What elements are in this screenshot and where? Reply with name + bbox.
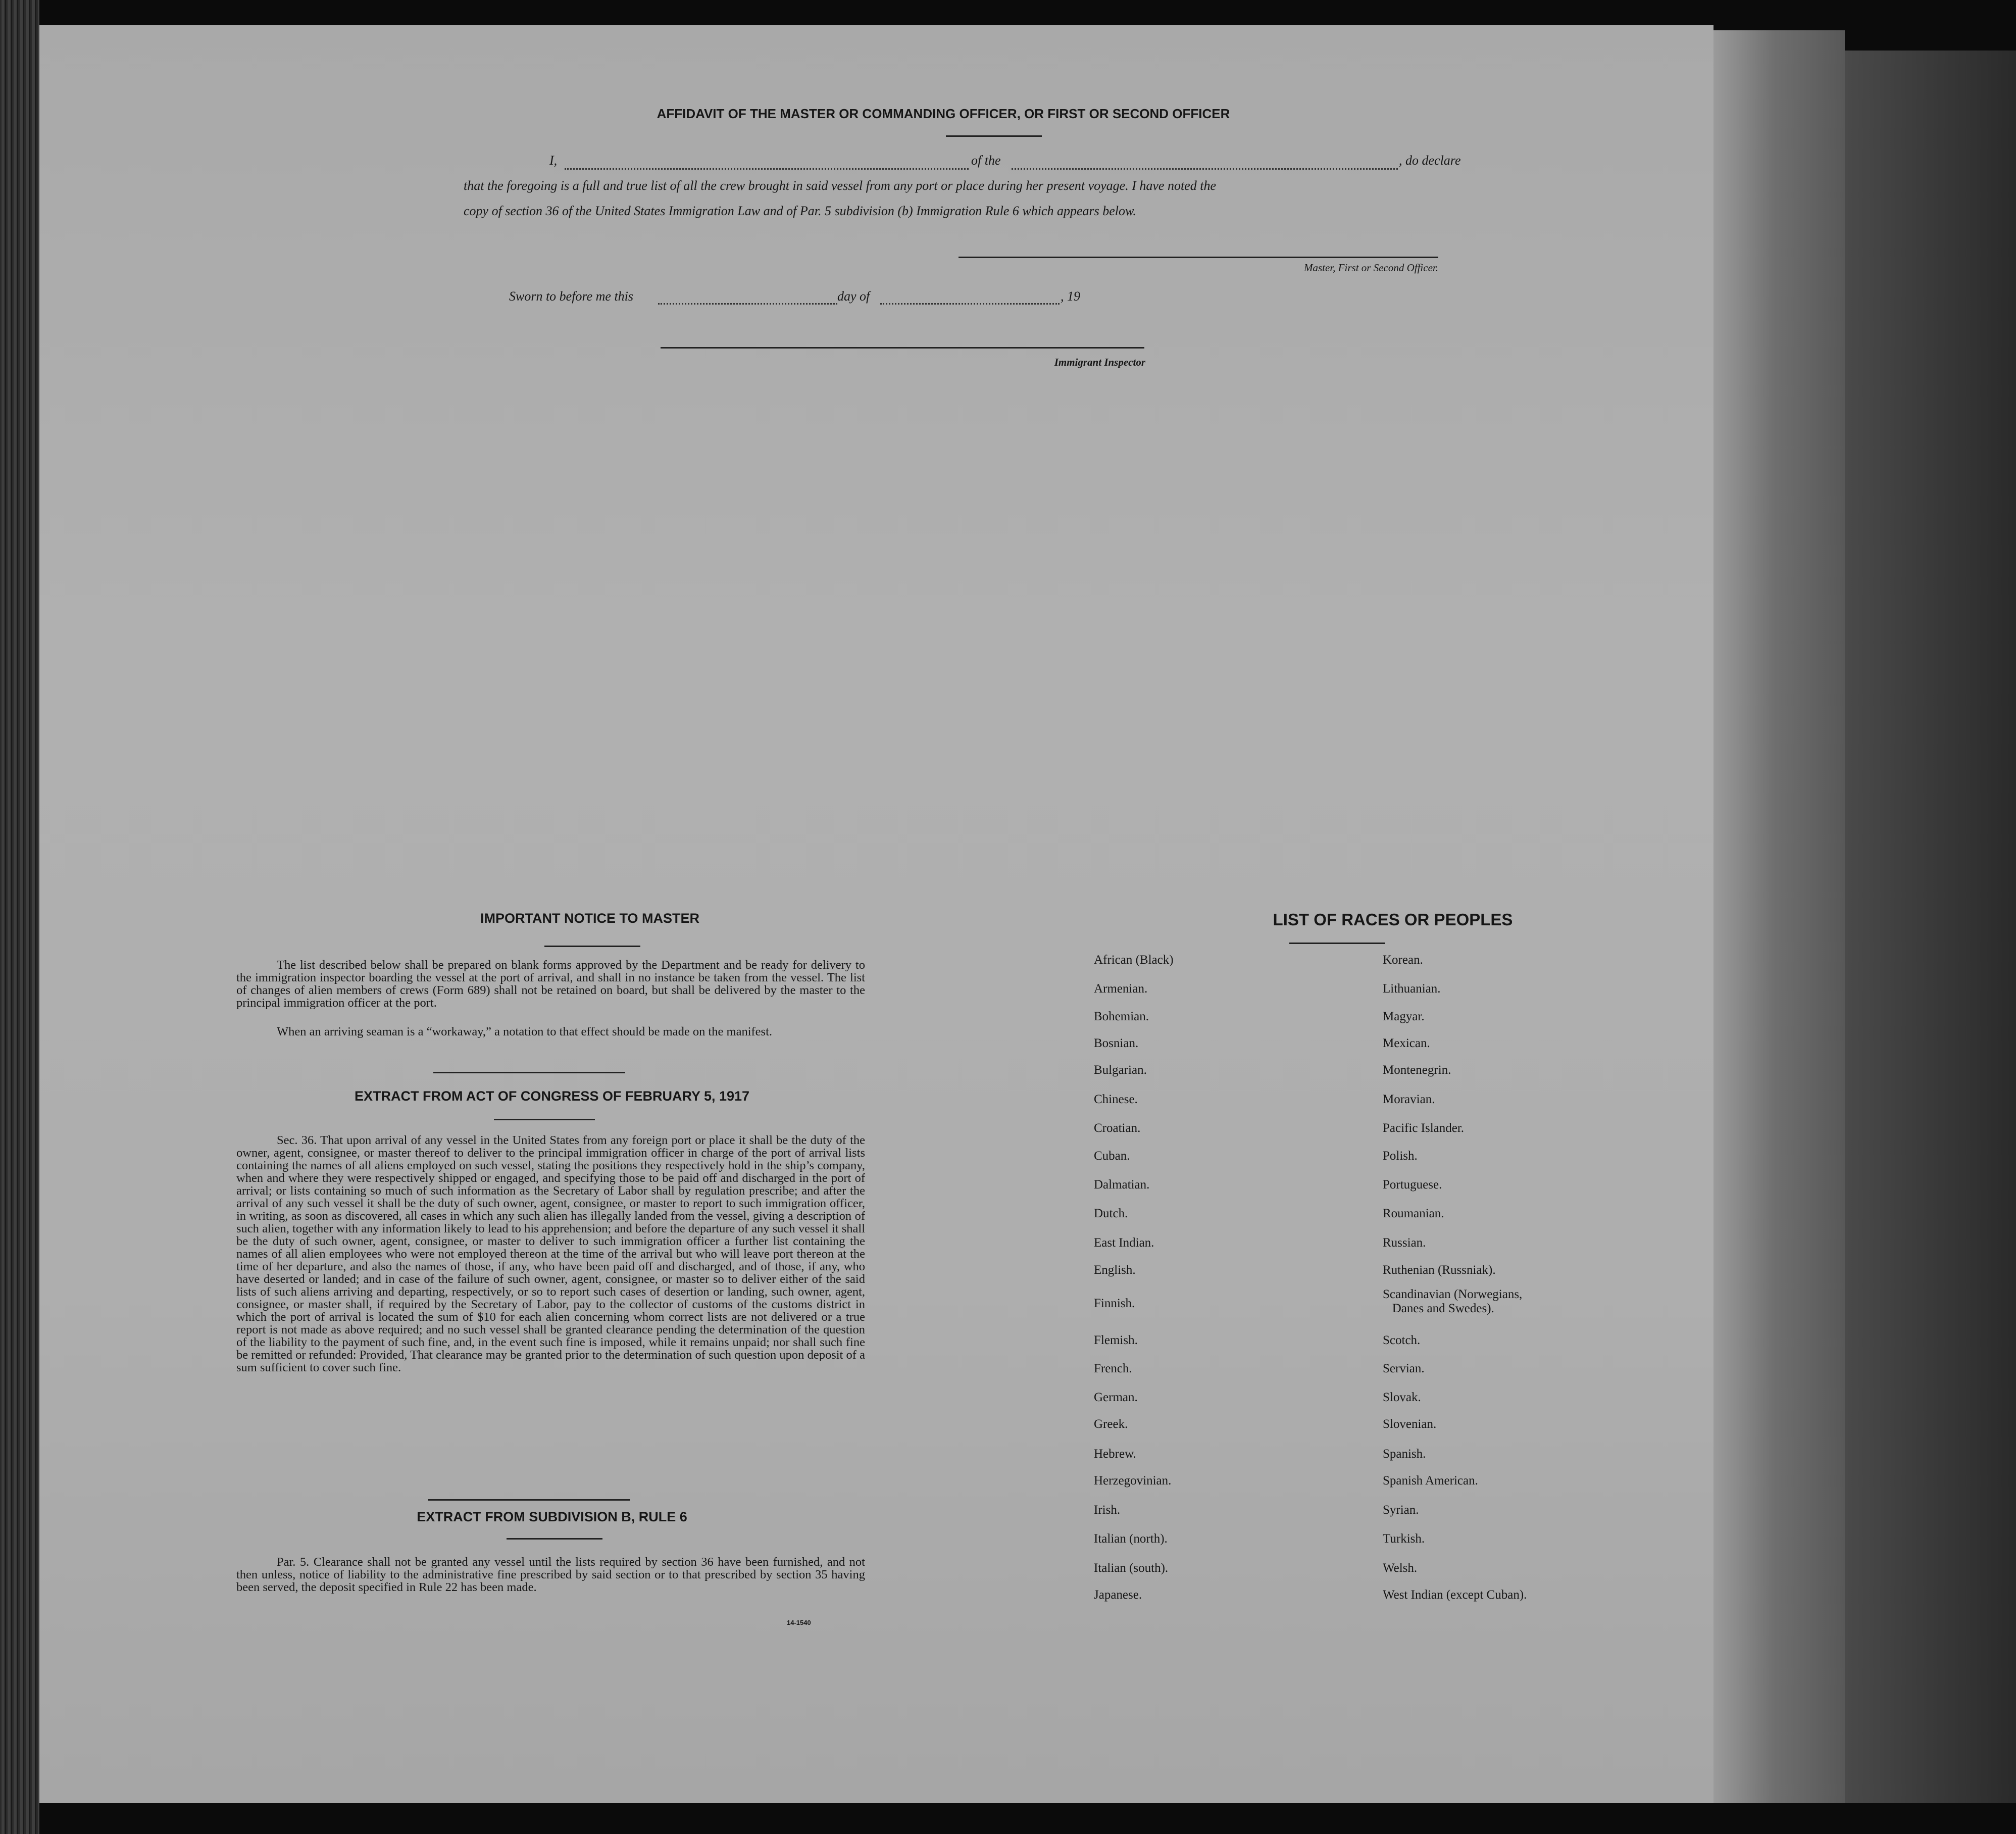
race-item: Magyar. bbox=[1383, 1010, 1425, 1023]
race-item: French. bbox=[1094, 1362, 1132, 1375]
section-divider bbox=[428, 1499, 630, 1501]
race-item: Flemish. bbox=[1094, 1333, 1138, 1347]
notice-para-1: The list described below shall be prepared on blank forms approved by the Department and be ready for delivery to the immigration inspector boarding the vessel at the port of arrival, and shall in no instance be taken from the vessel. The list of changes of alien members of crews (Form 689) shall not be retained on board, but shall be delivered by the master to the principal immigration officer at the port. bbox=[236, 958, 865, 1010]
race-item: Italian (north). bbox=[1094, 1532, 1168, 1546]
race-item: Croatian. bbox=[1094, 1121, 1141, 1135]
race-item: Ruthenian (Russniak). bbox=[1383, 1263, 1496, 1277]
race-item: Greek. bbox=[1094, 1417, 1128, 1431]
affidavit-line2: that the foregoing is a full and true list of all the crew brought in said vessel from any port or place during her present voyage. I have noted the bbox=[464, 178, 1216, 193]
extract-rule-underline bbox=[507, 1538, 602, 1540]
race-item: Herzegovinian. bbox=[1094, 1474, 1172, 1488]
race-item: Syrian. bbox=[1383, 1503, 1419, 1517]
race-item: African (Black) bbox=[1094, 953, 1174, 967]
extract-rule-title: EXTRACT FROM SUBDIVISION B, RULE 6 bbox=[417, 1509, 687, 1524]
race-item: Cuban. bbox=[1094, 1149, 1130, 1163]
race-item: Turkish. bbox=[1383, 1532, 1425, 1546]
affidavit-line3: copy of section 36 of the United States Immigration Law and of Par. 5 subdivision (b) Immigration Rule 6 which appears below. bbox=[464, 204, 1136, 218]
extract-act-body: Sec. 36. That upon arrival of any vessel in the United States from any foreign port or place it shall be the duty of the owner, agent, consignee, or master thereof to deliver to the principal immigration officer in charge of the port of arrival lists containing the names of all aliens employed on such vessel, stating the positions they respectively hold in the ship’s company, when and where they were respectively shipped or engaged, and specifying those to be paid off and discharged in the port of arrival; or lists containing so much of such information as the Secretary of Labor shall by regulation prescribe; and after the arrival of any such vessel it shall be the duty of such owner, agent, consignee, or master to report to such immigration officer, in writing, as soon as discovered, all cases in which any such alien has illegally landed from the vessel, giving a description of such alien, together with any information likely to lead to his apprehension; and before the departure of any such vessel it shall be the duty of such owner, agent, consignee, or master to deliver to such immigration officer a further list containing the names of all alien employees who were not employed thereon at the time of the arrival but who will leave port thereon at the time of her departure, and also the names of those, if any, who have been paid off and discharged, and of those, if any, who have deserted or landed; and in case of the failure of such owner, agent, consignee, or master so to deliver either of the said lists of such aliens arriving and departing, respectively, or so to report such cases of desertion or landing, such owner, agent, consignee, or master shall, if required by the Secretary of Labor, pay to the collector of customs of the customs district in which the port of arrival is located the sum of $10 for each alien concerning whom correct lists are not delivered or a true report is not made as above required; and no such vessel shall be granted clearance pending the determination of the question of the liability to the payment of such fine, and, in the event such fine is imposed, while it remains unpaid; nor shall such fine be remitted or refunded: Provided, That clearance may be granted prior to the determination of such question upon deposit of a sum sufficient to cover such fine. bbox=[236, 1133, 865, 1374]
race-item: Scotch. bbox=[1383, 1333, 1421, 1347]
notice-para-2: When an arriving seaman is a “workaway,” a notation to that effect should be made on the manifest. bbox=[277, 1025, 773, 1038]
race-item: Bulgarian. bbox=[1094, 1063, 1147, 1077]
races-underline bbox=[1289, 943, 1385, 944]
race-item: Roumanian. bbox=[1383, 1207, 1444, 1220]
section-divider bbox=[433, 1072, 625, 1073]
sworn-day-of: day of bbox=[837, 289, 870, 304]
sworn-prefix: Sworn to before me this bbox=[509, 289, 634, 304]
race-item: Slovak. bbox=[1383, 1391, 1421, 1404]
race-item: Scandinavian (Norwegians, Danes and Swedes). bbox=[1383, 1287, 1523, 1315]
race-item: East Indian. bbox=[1094, 1236, 1154, 1250]
title-underline bbox=[946, 135, 1042, 137]
race-item: West Indian (except Cuban). bbox=[1383, 1588, 1527, 1602]
name-blank bbox=[565, 168, 969, 170]
sworn-day-blank bbox=[658, 303, 837, 305]
notice-title: IMPORTANT NOTICE TO MASTER bbox=[480, 911, 699, 926]
race-item: Finnish. bbox=[1094, 1297, 1135, 1310]
sworn-month-blank bbox=[880, 303, 1060, 305]
affidavit-do-declare: , do declare bbox=[1399, 153, 1461, 168]
race-item: Dalmatian. bbox=[1094, 1178, 1150, 1192]
affidavit-i: I, bbox=[549, 153, 558, 168]
race-item: Spanish American. bbox=[1383, 1474, 1478, 1488]
page-stack-right-edge bbox=[1713, 30, 1845, 1803]
race-item: Slovenian. bbox=[1383, 1417, 1437, 1431]
notice-underline bbox=[544, 946, 640, 947]
form-number: 14-1540 bbox=[787, 1619, 811, 1626]
inspector-label: Immigrant Inspector bbox=[1054, 356, 1145, 368]
race-item: Korean. bbox=[1383, 953, 1423, 967]
affidavit-title: AFFIDAVIT OF THE MASTER OR COMMANDING OFFICER, OR FIRST OR SECOND OFFICER bbox=[657, 106, 1230, 121]
master-signature-label: Master, First or Second Officer. bbox=[1304, 262, 1438, 274]
inspector-signature-line bbox=[661, 347, 1144, 349]
race-item: Servian. bbox=[1383, 1362, 1425, 1375]
race-item: Hebrew. bbox=[1094, 1447, 1136, 1461]
race-item: Spanish. bbox=[1383, 1447, 1426, 1461]
extract-rule-body: Par. 5. Clearance shall not be granted any vessel until the lists required by section 36 have been furnished, and not then unless, notice of liability to the administrative fine prescribed by said section or to that prescribed by section 35 having been served, the deposit specified in Rule 22 has been made. bbox=[236, 1555, 865, 1594]
master-signature-line bbox=[959, 257, 1438, 258]
race-item: Irish. bbox=[1094, 1503, 1121, 1517]
race-item: German. bbox=[1094, 1391, 1138, 1404]
race-item: Italian (south). bbox=[1094, 1561, 1169, 1575]
race-item: Chinese. bbox=[1094, 1093, 1138, 1106]
race-item: Bosnian. bbox=[1094, 1036, 1139, 1050]
race-item: Lithuanian. bbox=[1383, 982, 1441, 996]
manifest-sheet bbox=[39, 25, 1713, 1803]
race-item: Japanese. bbox=[1094, 1588, 1142, 1602]
race-item: Mexican. bbox=[1383, 1036, 1430, 1050]
race-item: Armenian. bbox=[1094, 982, 1148, 996]
race-item: Russian. bbox=[1383, 1236, 1426, 1250]
race-item: Portuguese. bbox=[1383, 1178, 1442, 1192]
extract-act-title: EXTRACT FROM ACT OF CONGRESS OF FEBRUARY 5, 1917 bbox=[354, 1088, 750, 1104]
sworn-year: , 19 bbox=[1061, 289, 1080, 304]
race-item: Welsh. bbox=[1383, 1561, 1418, 1575]
page-stack-left-edge bbox=[0, 0, 39, 1834]
race-item: Pacific Islander. bbox=[1383, 1121, 1465, 1135]
race-item: English. bbox=[1094, 1263, 1136, 1277]
race-item: Dutch. bbox=[1094, 1207, 1128, 1220]
race-item: Bohemian. bbox=[1094, 1010, 1149, 1023]
race-item: Polish. bbox=[1383, 1149, 1418, 1163]
race-item: Montenegrin. bbox=[1383, 1063, 1451, 1077]
affidavit-of-the: of the bbox=[971, 153, 1001, 168]
page-stack-far-right bbox=[1845, 51, 2016, 1803]
race-item: Moravian. bbox=[1383, 1093, 1435, 1106]
vessel-blank bbox=[1012, 168, 1398, 170]
extract-act-underline bbox=[494, 1119, 595, 1120]
races-title: LIST OF RACES OR PEOPLES bbox=[1273, 910, 1513, 929]
